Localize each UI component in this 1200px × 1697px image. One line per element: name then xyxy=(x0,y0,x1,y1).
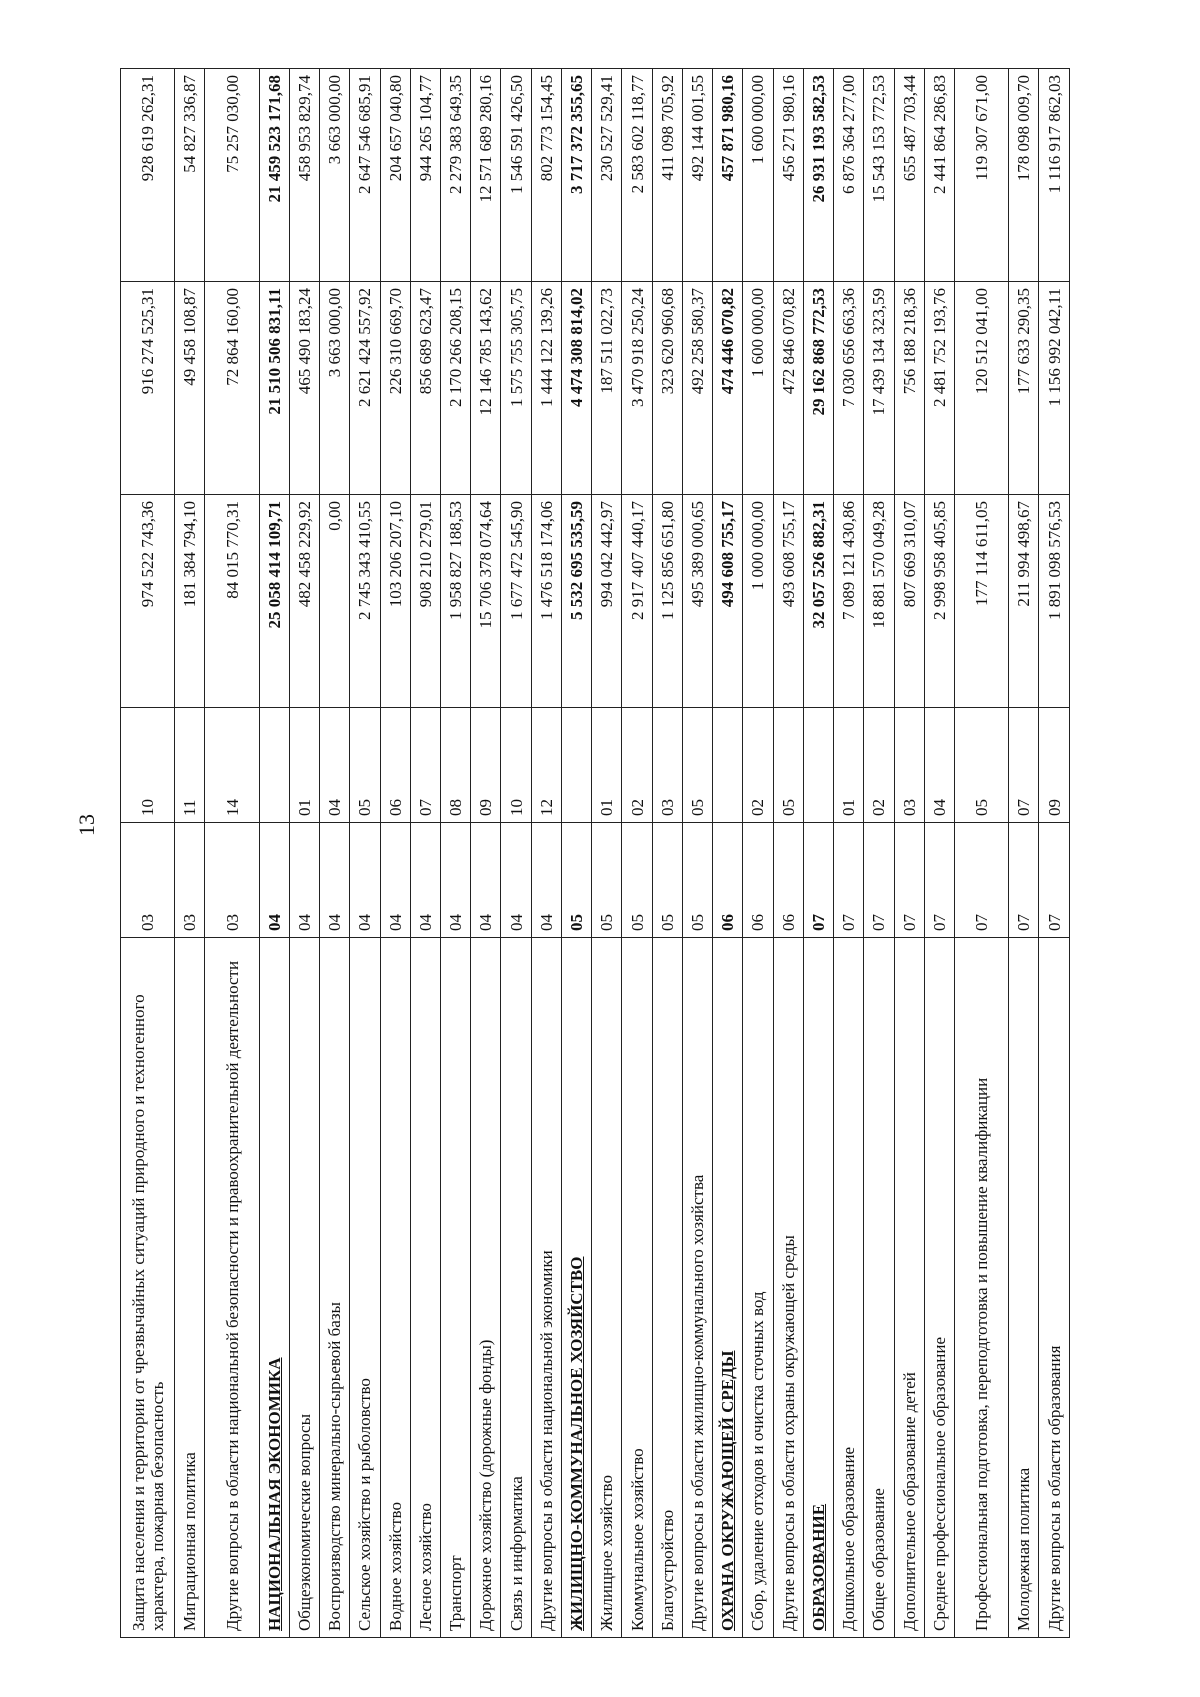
amount-1-cell: 493 608 755,17 xyxy=(773,495,803,708)
amount-2-cell: 472 846 070,82 xyxy=(773,282,803,495)
amount-1-cell: 908 210 279,01 xyxy=(410,495,440,708)
amount-2-cell: 1 156 992 042,11 xyxy=(1039,282,1070,495)
table-row xyxy=(682,69,712,1638)
amount-1-cell: 1 958 827 188,53 xyxy=(441,495,471,708)
table-row xyxy=(803,69,833,1638)
amount-2-cell: 2 621 424 557,92 xyxy=(350,282,380,495)
amount-3-cell: 75 257 030,00 xyxy=(205,69,259,282)
section-code-cell: 07 xyxy=(1009,823,1039,938)
amount-1-cell: 32 057 526 882,31 xyxy=(803,495,833,708)
amount-1-cell: 25 058 414 109,71 xyxy=(259,495,289,708)
amount-3-cell: 26 931 193 582,53 xyxy=(803,69,833,282)
amount-2-cell: 226 310 669,70 xyxy=(380,282,410,495)
row-name-cell: Водное хозяйство xyxy=(380,938,410,1638)
section-code-cell: 07 xyxy=(834,823,864,938)
subsection-code-cell: 10 xyxy=(501,708,531,823)
subsection-code-cell: 04 xyxy=(924,708,954,823)
amount-3-cell: 802 773 154,45 xyxy=(531,69,561,282)
subsection-code-cell xyxy=(713,708,743,823)
table-row xyxy=(289,69,319,1638)
amount-3-cell: 655 487 703,44 xyxy=(894,69,924,282)
subsection-code-cell: 05 xyxy=(682,708,712,823)
row-name-cell: Транспорт xyxy=(441,938,471,1638)
section-code-cell: 04 xyxy=(441,823,471,938)
row-name-cell: Профессиональная подготовка, переподготовка и повышение квалификации xyxy=(955,938,1009,1638)
row-name-cell: Воспроизводство минерально-сырьевой базы xyxy=(320,938,350,1638)
subsection-code-cell: 02 xyxy=(864,708,894,823)
subsection-code-cell: 12 xyxy=(531,708,561,823)
amount-3-cell: 230 527 529,41 xyxy=(592,69,622,282)
amount-3-cell: 1 600 000,00 xyxy=(743,69,773,282)
amount-3-cell: 492 144 001,55 xyxy=(682,69,712,282)
row-name-cell: НАЦИОНАЛЬНАЯ ЭКОНОМИКА xyxy=(259,938,289,1638)
amount-3-cell: 119 307 671,00 xyxy=(955,69,1009,282)
subsection-code-cell: 03 xyxy=(652,708,682,823)
section-code-cell: 05 xyxy=(652,823,682,938)
amount-2-cell: 465 490 183,24 xyxy=(289,282,319,495)
subsection-code-cell xyxy=(259,708,289,823)
amount-2-cell: 120 512 041,00 xyxy=(955,282,1009,495)
amount-2-cell: 12 146 785 143,62 xyxy=(471,282,501,495)
amount-3-cell: 456 271 980,16 xyxy=(773,69,803,282)
amount-3-cell: 21 459 523 171,68 xyxy=(259,69,289,282)
subsection-code-cell xyxy=(561,708,591,823)
amount-1-cell: 15 706 378 074,64 xyxy=(471,495,501,708)
table-row xyxy=(205,69,259,1638)
amount-3-cell: 944 265 104,77 xyxy=(410,69,440,282)
section-code-cell: 03 xyxy=(121,823,175,938)
amount-1-cell: 1 125 856 651,80 xyxy=(652,495,682,708)
row-name-cell: Защита населения и территории от чрезвычайных ситуаций природного и техногенного характера, пожарная безопасность xyxy=(121,938,175,1638)
amount-1-cell: 994 042 442,97 xyxy=(592,495,622,708)
table-row xyxy=(924,69,954,1638)
amount-3-cell: 12 571 689 280,16 xyxy=(471,69,501,282)
amount-3-cell: 3 717 372 355,65 xyxy=(561,69,591,282)
subsection-code-cell: 08 xyxy=(441,708,471,823)
table-row xyxy=(622,69,652,1638)
table-row xyxy=(894,69,924,1638)
amount-1-cell: 2 998 958 405,85 xyxy=(924,495,954,708)
amount-1-cell: 7 089 121 430,86 xyxy=(834,495,864,708)
amount-1-cell: 1 476 518 174,06 xyxy=(531,495,561,708)
section-code-cell: 05 xyxy=(622,823,652,938)
amount-3-cell: 2 583 602 118,77 xyxy=(622,69,652,282)
row-name-cell: Дошкольное образование xyxy=(834,938,864,1638)
amount-3-cell: 204 657 040,80 xyxy=(380,69,410,282)
subsection-code-cell: 11 xyxy=(175,708,205,823)
subsection-code-cell: 03 xyxy=(894,708,924,823)
subsection-code-cell: 07 xyxy=(410,708,440,823)
amount-2-cell: 72 864 160,00 xyxy=(205,282,259,495)
row-name-cell: Среднее профессиональное образование xyxy=(924,938,954,1638)
table-row xyxy=(652,69,682,1638)
amount-2-cell: 756 188 218,36 xyxy=(894,282,924,495)
row-name-cell: Коммунальное хозяйство xyxy=(622,938,652,1638)
section-code-cell: 06 xyxy=(743,823,773,938)
table-row xyxy=(713,69,743,1638)
row-name-cell: ЖИЛИЩНО-КОММУНАЛЬНОЕ ХОЗЯЙСТВО xyxy=(561,938,591,1638)
subsection-code-cell: 05 xyxy=(773,708,803,823)
amount-2-cell: 29 162 868 772,53 xyxy=(803,282,833,495)
table-row xyxy=(380,69,410,1638)
amount-2-cell: 492 258 580,37 xyxy=(682,282,712,495)
row-name-cell: Лесное хозяйство xyxy=(410,938,440,1638)
row-name-cell: Жилищное хозяйство xyxy=(592,938,622,1638)
amount-1-cell: 18 881 570 049,28 xyxy=(864,495,894,708)
amount-3-cell: 178 098 009,70 xyxy=(1009,69,1039,282)
amount-1-cell: 1 891 098 576,53 xyxy=(1039,495,1070,708)
table-row xyxy=(350,69,380,1638)
table-row xyxy=(834,69,864,1638)
budget-table-body xyxy=(121,69,1070,1638)
section-code-cell: 05 xyxy=(682,823,712,938)
amount-3-cell: 928 619 262,31 xyxy=(121,69,175,282)
table-row xyxy=(773,69,803,1638)
amount-2-cell: 916 274 525,31 xyxy=(121,282,175,495)
row-name-cell: Дополнительное образование детей xyxy=(894,938,924,1638)
section-code-cell: 04 xyxy=(531,823,561,938)
subsection-code-cell: 09 xyxy=(1039,708,1070,823)
section-code-cell: 04 xyxy=(501,823,531,938)
row-name-cell: Дорожное хозяйство (дорожные фонды) xyxy=(471,938,501,1638)
row-name-cell: Другие вопросы в области охраны окружающей среды xyxy=(773,938,803,1638)
section-code-cell: 04 xyxy=(471,823,501,938)
row-name-cell: Другие вопросы в области образования xyxy=(1039,938,1070,1638)
subsection-code-cell: 01 xyxy=(834,708,864,823)
amount-2-cell: 187 511 022,73 xyxy=(592,282,622,495)
amount-1-cell: 1 677 472 545,90 xyxy=(501,495,531,708)
amount-1-cell: 103 206 207,10 xyxy=(380,495,410,708)
subsection-code-cell: 07 xyxy=(1009,708,1039,823)
subsection-code-cell: 04 xyxy=(320,708,350,823)
section-code-cell: 04 xyxy=(259,823,289,938)
section-code-cell: 03 xyxy=(175,823,205,938)
amount-1-cell: 1 000 000,00 xyxy=(743,495,773,708)
amount-3-cell: 457 871 980,16 xyxy=(713,69,743,282)
amount-2-cell: 1 444 122 139,26 xyxy=(531,282,561,495)
amount-1-cell: 974 522 743,36 xyxy=(121,495,175,708)
section-code-cell: 04 xyxy=(289,823,319,938)
table-row xyxy=(320,69,350,1638)
amount-2-cell: 17 439 134 323,59 xyxy=(864,282,894,495)
table-row xyxy=(1009,69,1039,1638)
table-row xyxy=(955,69,1009,1638)
amount-3-cell: 2 441 864 286,83 xyxy=(924,69,954,282)
amount-3-cell: 1 116 917 862,03 xyxy=(1039,69,1070,282)
amount-3-cell: 1 546 591 426,50 xyxy=(501,69,531,282)
section-code-cell: 04 xyxy=(320,823,350,938)
row-name-cell: Другие вопросы в области жилищно-коммунального хозяйства xyxy=(682,938,712,1638)
amount-2-cell: 49 458 108,87 xyxy=(175,282,205,495)
section-code-cell: 05 xyxy=(561,823,591,938)
row-name-cell: ОХРАНА ОКРУЖАЮЩЕЙ СРЕДЫ xyxy=(713,938,743,1638)
amount-1-cell: 482 458 229,92 xyxy=(289,495,319,708)
amount-2-cell: 2 170 266 208,15 xyxy=(441,282,471,495)
amount-1-cell: 211 994 498,67 xyxy=(1009,495,1039,708)
table-row xyxy=(561,69,591,1638)
table-row xyxy=(531,69,561,1638)
page-number: 13 xyxy=(74,814,99,836)
amount-2-cell: 1 600 000,00 xyxy=(743,282,773,495)
subsection-code-cell: 02 xyxy=(743,708,773,823)
amount-2-cell: 4 474 308 814,02 xyxy=(561,282,591,495)
subsection-code-cell: 14 xyxy=(205,708,259,823)
subsection-code-cell: 05 xyxy=(955,708,1009,823)
row-name-cell: Миграционная политика xyxy=(175,938,205,1638)
section-code-cell: 05 xyxy=(592,823,622,938)
subsection-code-cell xyxy=(803,708,833,823)
amount-3-cell: 6 876 364 277,00 xyxy=(834,69,864,282)
amount-3-cell: 2 279 383 649,35 xyxy=(441,69,471,282)
rotated-table-container xyxy=(120,68,1070,1638)
section-code-cell: 07 xyxy=(803,823,833,938)
table-row xyxy=(471,69,501,1638)
row-name-cell: Сбор, удаление отходов и очистка сточных вод xyxy=(743,938,773,1638)
section-code-cell: 03 xyxy=(205,823,259,938)
table-row xyxy=(175,69,205,1638)
section-code-cell: 04 xyxy=(410,823,440,938)
amount-1-cell: 84 015 770,31 xyxy=(205,495,259,708)
row-name-cell: Сельское хозяйство и рыболовство xyxy=(350,938,380,1638)
section-code-cell: 04 xyxy=(350,823,380,938)
amount-2-cell: 21 510 506 831,11 xyxy=(259,282,289,495)
amount-1-cell: 495 389 000,65 xyxy=(682,495,712,708)
amount-3-cell: 15 543 153 772,53 xyxy=(864,69,894,282)
section-code-cell: 07 xyxy=(894,823,924,938)
amount-3-cell: 411 098 705,92 xyxy=(652,69,682,282)
row-name-cell: Общеэкономические вопросы xyxy=(289,938,319,1638)
amount-3-cell: 3 663 000,00 xyxy=(320,69,350,282)
row-name-cell: Другие вопросы в области национальной безопасности и правоохранительной деятельности xyxy=(205,938,259,1638)
subsection-code-cell: 10 xyxy=(121,708,175,823)
amount-2-cell: 1 575 755 305,75 xyxy=(501,282,531,495)
subsection-code-cell: 09 xyxy=(471,708,501,823)
row-name-cell: Другие вопросы в области национальной экономики xyxy=(531,938,561,1638)
amount-2-cell: 177 633 290,35 xyxy=(1009,282,1039,495)
amount-2-cell: 856 689 623,47 xyxy=(410,282,440,495)
amount-1-cell: 2 745 343 410,55 xyxy=(350,495,380,708)
subsection-code-cell: 05 xyxy=(350,708,380,823)
row-name-cell: Молодежная политика xyxy=(1009,938,1039,1638)
amount-3-cell: 2 647 546 685,91 xyxy=(350,69,380,282)
amount-3-cell: 54 827 336,87 xyxy=(175,69,205,282)
row-name-cell: Связь и информатика xyxy=(501,938,531,1638)
section-code-cell: 06 xyxy=(773,823,803,938)
amount-2-cell: 323 620 960,68 xyxy=(652,282,682,495)
budget-table xyxy=(120,68,1070,1638)
section-code-cell: 07 xyxy=(864,823,894,938)
amount-2-cell: 2 481 752 193,76 xyxy=(924,282,954,495)
amount-2-cell: 474 446 070,82 xyxy=(713,282,743,495)
table-row xyxy=(864,69,894,1638)
row-name-cell: ОБРАЗОВАНИЕ xyxy=(803,938,833,1638)
subsection-code-cell: 06 xyxy=(380,708,410,823)
amount-2-cell: 3 470 918 250,24 xyxy=(622,282,652,495)
table-row xyxy=(1039,69,1070,1638)
amount-1-cell: 807 669 310,07 xyxy=(894,495,924,708)
amount-1-cell: 5 532 695 535,59 xyxy=(561,495,591,708)
section-code-cell: 07 xyxy=(955,823,1009,938)
amount-1-cell: 494 608 755,17 xyxy=(713,495,743,708)
section-code-cell: 07 xyxy=(924,823,954,938)
table-row xyxy=(259,69,289,1638)
amount-1-cell: 2 917 407 440,17 xyxy=(622,495,652,708)
amount-1-cell: 0,00 xyxy=(320,495,350,708)
row-name-cell: Общее образование xyxy=(864,938,894,1638)
table-row xyxy=(743,69,773,1638)
table-row xyxy=(501,69,531,1638)
amount-2-cell: 7 030 656 663,36 xyxy=(834,282,864,495)
table-row xyxy=(592,69,622,1638)
table-row xyxy=(410,69,440,1638)
table-row xyxy=(121,69,175,1638)
subsection-code-cell: 01 xyxy=(289,708,319,823)
amount-2-cell: 3 663 000,00 xyxy=(320,282,350,495)
section-code-cell: 06 xyxy=(713,823,743,938)
section-code-cell: 04 xyxy=(380,823,410,938)
subsection-code-cell: 02 xyxy=(622,708,652,823)
amount-1-cell: 181 384 794,10 xyxy=(175,495,205,708)
subsection-code-cell: 01 xyxy=(592,708,622,823)
section-code-cell: 07 xyxy=(1039,823,1070,938)
table-row xyxy=(441,69,471,1638)
row-name-cell: Благоустройство xyxy=(652,938,682,1638)
amount-3-cell: 458 953 829,74 xyxy=(289,69,319,282)
amount-1-cell: 177 114 611,05 xyxy=(955,495,1009,708)
